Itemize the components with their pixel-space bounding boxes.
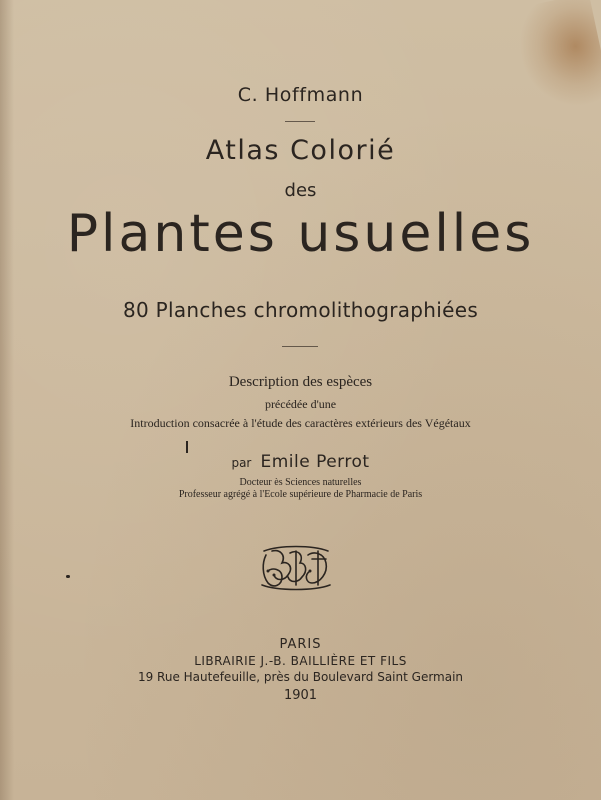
book-subtitle: 80 Planches chromolithographiées — [122, 298, 479, 322]
credential-line2: Professeur agrégé à l'Ecole supérieure de Pharmacie de Paris — [178, 489, 423, 500]
publication-city: PARIS — [279, 637, 322, 652]
divider-rule-middle — [282, 346, 318, 347]
credential-line1: Docteur ès Sciences naturelles — [239, 477, 362, 488]
ink-speck — [66, 575, 70, 578]
book-title-line2: des — [284, 180, 317, 201]
divider-rule-top — [285, 121, 315, 122]
publisher-address: 19 Rue Hautefeuille, près du Boulevard Saint Germain — [137, 670, 464, 684]
publisher-monogram-icon — [258, 545, 334, 591]
publisher-name: LIBRAIRIE J.-B. BAILLIÈRE ET FILS — [194, 654, 407, 668]
publication-year: 1901 — [283, 688, 318, 703]
description-line: Description des espèces — [228, 374, 373, 390]
introduction-line: Introduction consacrée à l'étude des caractères extérieurs des Végétaux — [130, 416, 471, 430]
by-prefix: par — [231, 456, 252, 470]
co-author-line — [0, 452, 601, 472]
book-title-main: Plantes usuelles — [66, 204, 535, 264]
preceded-by-line: précédée d'une — [264, 397, 337, 411]
book-title-line1: Atlas Colorié — [205, 135, 396, 166]
co-author-name: Emile Perrot — [260, 452, 370, 472]
author-name: C. Hoffmann — [237, 84, 364, 106]
